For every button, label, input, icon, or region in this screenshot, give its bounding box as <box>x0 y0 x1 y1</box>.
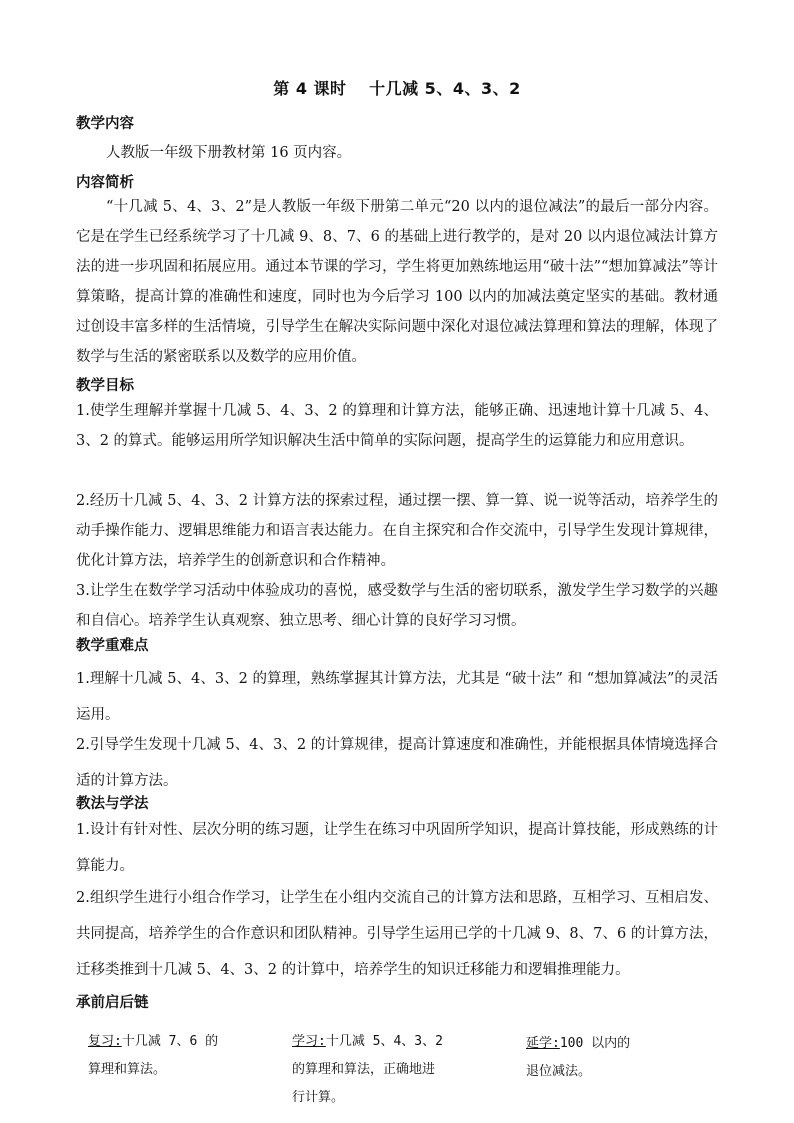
analysis-text: “十几减 5、4、3、2”是人教版一年级下册第二单元“20 以内的退位减法”的最后一部分内容。它是在学生已经系统学习了十几减 9、8、7、6 的基础上进行教学的，是对 20 以内退位减法计算方法的进一步巩固和拓展应用。通过本节课的学习，学生将更加熟练地运用“破十法”“想加算减法”等计算策略，提高计算的准确性和速度，同时也为今后学习 100 以内的加减法奠定坚实的基础。教材通过创设丰富多样的生活情境，引导学生在解决实际问题中深化对退位减法算理和算法的理解，体现了数学与生活的紧密联系以及数学的应用价值。 <box>76 199 718 365</box>
goal-item-2: 2.经历十几减 5、4、3、2 计算方法的探索过程，通过摆一摆、算一算、说一说等活动，培养学生的动手操作能力、逻辑思维能力和语言表达能力。在自主探究和合作交流中，引导学生发现计算规律，优化计算方法，培养学生的创新意识和合作精神。 <box>76 493 718 569</box>
keypoint-item-1: 1.理解十几减 5、4、3、2 的算理，熟练掌握其计算方法，尤其是 “破十法” 和 “想加算减法”的灵活运用。 <box>76 671 718 723</box>
goal-item-3: 3.让学生在数学学习活动中体验成功的喜悦，感受数学与生活的密切联系，激发学生学习数学的兴趣和自信心。培养学生认真观察、独立思考、细心计算的良好学习习惯。 <box>76 583 718 629</box>
heading-links: 承前启后链 <box>76 995 149 1011</box>
method-item-1: 1.设计有针对性、层次分明的练习题，让学生在练习中巩固所学知识，提高计算技能，形成熟练的计算能力。 <box>76 822 718 874</box>
content-text: 人教版一年级下册教材第 16 页内容。 <box>106 145 352 161</box>
heading-goals: 教学目标 <box>76 378 134 394</box>
link-box-learn: 学习:十几减 5、4、3、2 的算理和算法，正确地进 行计算。 <box>292 1034 443 1105</box>
method-item-2: 2.组织学生进行小组合作学习，让学生在小组内交流自己的计算方法和思路，互相学习、互相启发、共同提高，培养学生的合作意识和团队精神。引导学生运用已学的十几减 9、8、7、6 的计算方法，迁移类推到十几减 5、4、3、2 的计算中，培养学生的知识迁移能力和逻辑推理能力。 <box>76 890 718 978</box>
heading-content: 教学内容 <box>76 116 134 132</box>
link-label-extend: 延学: <box>526 1036 560 1051</box>
goal-item-1: 1.使学生理解并掌握十几减 5、4、3、2 的算理和计算方法，能够正确、迅速地计算十几减 5、4、3、2 的算式。能够运用所学知识解决生活中简单的实际问题，提高学生的运算能力和应用意识。 <box>76 403 718 449</box>
heading-keypoints: 教学重难点 <box>76 638 149 654</box>
heading-methods: 教法与学法 <box>76 796 149 812</box>
link-box-review: 复习:十几减 7、6 的 算理和算法。 <box>88 1034 219 1077</box>
link-box-extend: 延学:100 以内的 退位减法。 <box>526 1036 631 1079</box>
heading-analysis: 内容简析 <box>76 175 134 191</box>
keypoint-item-2: 2.引导学生发现十几减 5、4、3、2 的计算规律，提高计算速度和准确性，并能根据具体情境选择合适的计算方法。 <box>76 737 718 789</box>
page-title: 第 4 课时 十几减 5、4、3、2 <box>273 79 521 98</box>
link-label-learn: 学习: <box>292 1034 326 1049</box>
link-label-review: 复习: <box>88 1034 122 1049</box>
